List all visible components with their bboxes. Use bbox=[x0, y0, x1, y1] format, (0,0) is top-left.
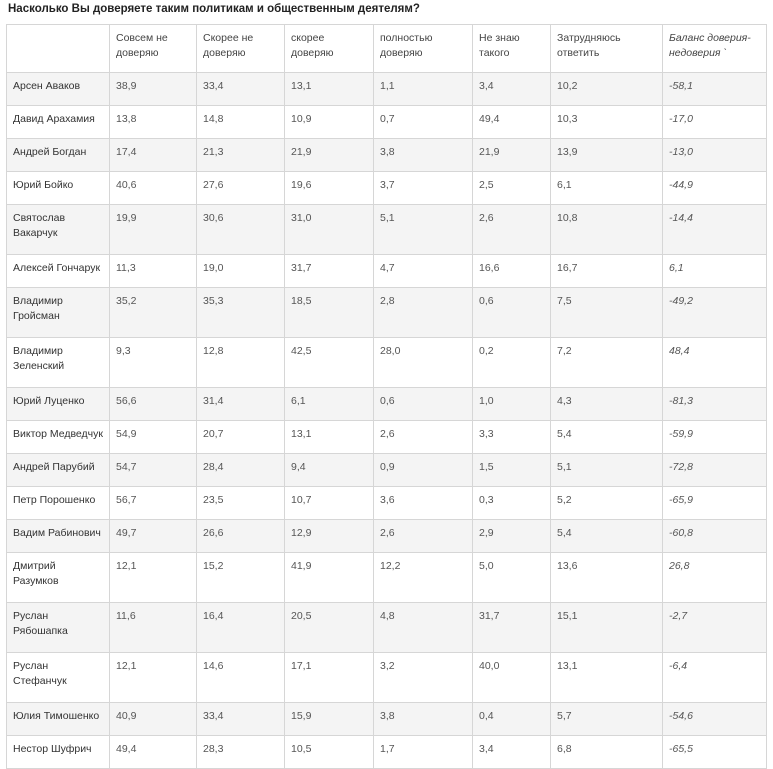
column-header-dont-know: Не знаю такого bbox=[473, 25, 551, 73]
cell-rather-distrust: 30,6 bbox=[197, 205, 285, 255]
cell-rather-distrust: 14,6 bbox=[197, 653, 285, 703]
cell-hard-to-say: 6,8 bbox=[551, 736, 663, 769]
cell-no-trust-at-all: 54,7 bbox=[110, 454, 197, 487]
cell-trust-balance: 48,4 bbox=[663, 338, 767, 388]
table-row bbox=[7, 487, 767, 520]
cell-rather-distrust: 33,4 bbox=[197, 703, 285, 736]
cell-no-trust-at-all: 40,9 bbox=[110, 703, 197, 736]
politician-name: Святослав Вакарчук bbox=[7, 205, 110, 255]
cell-hard-to-say: 10,8 bbox=[551, 205, 663, 255]
cell-trust-balance: 6,1 bbox=[663, 255, 767, 288]
politician-name: Руслан Рябошапка bbox=[7, 603, 110, 653]
table-row bbox=[7, 653, 767, 703]
table-row bbox=[7, 454, 767, 487]
politician-name: Дмитрий Разумков bbox=[7, 553, 110, 603]
cell-hard-to-say: 10,2 bbox=[551, 73, 663, 106]
cell-no-trust-at-all: 35,2 bbox=[110, 288, 197, 338]
politician-name: Вадим Рабинович bbox=[7, 520, 110, 553]
column-header-rather-distrust: Скорее не доверяю bbox=[197, 25, 285, 73]
cell-dont-know: 1,5 bbox=[473, 454, 551, 487]
cell-no-trust-at-all: 38,9 bbox=[110, 73, 197, 106]
table-row bbox=[7, 703, 767, 736]
column-header-trust-balance: Баланс доверия-недоверия ` bbox=[663, 25, 767, 73]
politician-name: Нестор Шуфрич bbox=[7, 736, 110, 769]
cell-rather-distrust: 33,4 bbox=[197, 73, 285, 106]
cell-rather-distrust: 27,6 bbox=[197, 172, 285, 205]
cell-dont-know: 3,4 bbox=[473, 73, 551, 106]
cell-dont-know: 3,4 bbox=[473, 736, 551, 769]
page-title: Насколько Вы доверяете таким политикам и общественным деятелям? bbox=[8, 3, 420, 15]
cell-rather-trust: 10,7 bbox=[285, 487, 374, 520]
table-row bbox=[7, 106, 767, 139]
cell-fully-trust: 0,7 bbox=[374, 106, 473, 139]
cell-rather-trust: 42,5 bbox=[285, 338, 374, 388]
cell-rather-trust: 41,9 bbox=[285, 553, 374, 603]
politician-name: Руслан Стефанчук bbox=[7, 653, 110, 703]
cell-trust-balance: -6,4 bbox=[663, 653, 767, 703]
table-row bbox=[7, 421, 767, 454]
trust-poll-table bbox=[6, 24, 767, 769]
cell-no-trust-at-all: 56,7 bbox=[110, 487, 197, 520]
cell-no-trust-at-all: 49,7 bbox=[110, 520, 197, 553]
cell-no-trust-at-all: 49,4 bbox=[110, 736, 197, 769]
politician-name: Алексей Гончарук bbox=[7, 255, 110, 288]
politician-name: Андрей Богдан bbox=[7, 139, 110, 172]
cell-dont-know: 40,0 bbox=[473, 653, 551, 703]
cell-fully-trust: 2,8 bbox=[374, 288, 473, 338]
column-header-fully-trust: полностью доверяю bbox=[374, 25, 473, 73]
table-row bbox=[7, 520, 767, 553]
table-row bbox=[7, 255, 767, 288]
cell-rather-trust: 31,7 bbox=[285, 255, 374, 288]
cell-rather-trust: 18,5 bbox=[285, 288, 374, 338]
cell-fully-trust: 1,7 bbox=[374, 736, 473, 769]
cell-trust-balance: -14,4 bbox=[663, 205, 767, 255]
cell-hard-to-say: 13,9 bbox=[551, 139, 663, 172]
cell-dont-know: 16,6 bbox=[473, 255, 551, 288]
cell-dont-know: 21,9 bbox=[473, 139, 551, 172]
cell-no-trust-at-all: 54,9 bbox=[110, 421, 197, 454]
politician-name: Андрей Парубий bbox=[7, 454, 110, 487]
cell-rather-trust: 12,9 bbox=[285, 520, 374, 553]
cell-fully-trust: 1,1 bbox=[374, 73, 473, 106]
cell-hard-to-say: 5,2 bbox=[551, 487, 663, 520]
cell-rather-trust: 13,1 bbox=[285, 73, 374, 106]
cell-hard-to-say: 10,3 bbox=[551, 106, 663, 139]
cell-trust-balance: -2,7 bbox=[663, 603, 767, 653]
cell-rather-trust: 9,4 bbox=[285, 454, 374, 487]
cell-fully-trust: 0,9 bbox=[374, 454, 473, 487]
cell-hard-to-say: 15,1 bbox=[551, 603, 663, 653]
table-row bbox=[7, 205, 767, 255]
cell-rather-trust: 10,9 bbox=[285, 106, 374, 139]
cell-hard-to-say: 16,7 bbox=[551, 255, 663, 288]
cell-trust-balance: -44,9 bbox=[663, 172, 767, 205]
cell-rather-trust: 15,9 bbox=[285, 703, 374, 736]
cell-hard-to-say: 7,5 bbox=[551, 288, 663, 338]
cell-trust-balance: -60,8 bbox=[663, 520, 767, 553]
column-header-no-trust-at-all: Совсем не доверяю bbox=[110, 25, 197, 73]
cell-no-trust-at-all: 56,6 bbox=[110, 388, 197, 421]
column-header-rather-trust: скорее доверяю bbox=[285, 25, 374, 73]
politician-name: Владимир Зеленский bbox=[7, 338, 110, 388]
cell-trust-balance: -65,9 bbox=[663, 487, 767, 520]
politician-name: Юрий Луценко bbox=[7, 388, 110, 421]
cell-dont-know: 5,0 bbox=[473, 553, 551, 603]
cell-rather-distrust: 31,4 bbox=[197, 388, 285, 421]
cell-hard-to-say: 13,6 bbox=[551, 553, 663, 603]
cell-rather-distrust: 20,7 bbox=[197, 421, 285, 454]
column-header-name bbox=[7, 25, 110, 73]
cell-rather-trust: 6,1 bbox=[285, 388, 374, 421]
cell-dont-know: 1,0 bbox=[473, 388, 551, 421]
cell-trust-balance: -13,0 bbox=[663, 139, 767, 172]
cell-dont-know: 0,6 bbox=[473, 288, 551, 338]
table-row bbox=[7, 603, 767, 653]
table-header-row bbox=[7, 25, 767, 73]
cell-dont-know: 3,3 bbox=[473, 421, 551, 454]
politician-name: Петр Порошенко bbox=[7, 487, 110, 520]
table-row bbox=[7, 338, 767, 388]
politician-name: Давид Арахамия bbox=[7, 106, 110, 139]
politician-name: Юрий Бойко bbox=[7, 172, 110, 205]
politician-name: Юлия Тимошенко bbox=[7, 703, 110, 736]
table-row bbox=[7, 73, 767, 106]
politician-name: Виктор Медведчук bbox=[7, 421, 110, 454]
cell-fully-trust: 4,8 bbox=[374, 603, 473, 653]
cell-dont-know: 0,2 bbox=[473, 338, 551, 388]
cell-rather-trust: 17,1 bbox=[285, 653, 374, 703]
cell-dont-know: 2,9 bbox=[473, 520, 551, 553]
cell-rather-distrust: 21,3 bbox=[197, 139, 285, 172]
cell-rather-distrust: 28,3 bbox=[197, 736, 285, 769]
table-row bbox=[7, 736, 767, 769]
politician-name: Владимир Гройсман bbox=[7, 288, 110, 338]
cell-rather-trust: 19,6 bbox=[285, 172, 374, 205]
cell-no-trust-at-all: 9,3 bbox=[110, 338, 197, 388]
cell-hard-to-say: 5,4 bbox=[551, 421, 663, 454]
cell-fully-trust: 4,7 bbox=[374, 255, 473, 288]
cell-rather-trust: 13,1 bbox=[285, 421, 374, 454]
cell-rather-distrust: 26,6 bbox=[197, 520, 285, 553]
table-row bbox=[7, 139, 767, 172]
table-body bbox=[7, 73, 767, 769]
table-row bbox=[7, 388, 767, 421]
cell-dont-know: 31,7 bbox=[473, 603, 551, 653]
cell-rather-trust: 31,0 bbox=[285, 205, 374, 255]
cell-trust-balance: -49,2 bbox=[663, 288, 767, 338]
cell-no-trust-at-all: 11,3 bbox=[110, 255, 197, 288]
cell-fully-trust: 5,1 bbox=[374, 205, 473, 255]
cell-dont-know: 0,4 bbox=[473, 703, 551, 736]
cell-fully-trust: 3,7 bbox=[374, 172, 473, 205]
cell-dont-know: 2,5 bbox=[473, 172, 551, 205]
cell-hard-to-say: 7,2 bbox=[551, 338, 663, 388]
cell-trust-balance: -58,1 bbox=[663, 73, 767, 106]
cell-no-trust-at-all: 11,6 bbox=[110, 603, 197, 653]
cell-rather-distrust: 16,4 bbox=[197, 603, 285, 653]
cell-hard-to-say: 5,1 bbox=[551, 454, 663, 487]
cell-trust-balance: -59,9 bbox=[663, 421, 767, 454]
cell-fully-trust: 3,6 bbox=[374, 487, 473, 520]
cell-fully-trust: 2,6 bbox=[374, 520, 473, 553]
cell-rather-distrust: 19,0 bbox=[197, 255, 285, 288]
cell-no-trust-at-all: 40,6 bbox=[110, 172, 197, 205]
cell-no-trust-at-all: 12,1 bbox=[110, 553, 197, 603]
cell-fully-trust: 12,2 bbox=[374, 553, 473, 603]
cell-no-trust-at-all: 13,8 bbox=[110, 106, 197, 139]
cell-fully-trust: 2,6 bbox=[374, 421, 473, 454]
cell-no-trust-at-all: 19,9 bbox=[110, 205, 197, 255]
table-row bbox=[7, 172, 767, 205]
cell-dont-know: 0,3 bbox=[473, 487, 551, 520]
cell-fully-trust: 28,0 bbox=[374, 338, 473, 388]
cell-rather-distrust: 14,8 bbox=[197, 106, 285, 139]
table-row bbox=[7, 553, 767, 603]
cell-trust-balance: -54,6 bbox=[663, 703, 767, 736]
cell-trust-balance: -17,0 bbox=[663, 106, 767, 139]
cell-hard-to-say: 6,1 bbox=[551, 172, 663, 205]
cell-trust-balance: 26,8 bbox=[663, 553, 767, 603]
cell-hard-to-say: 5,4 bbox=[551, 520, 663, 553]
cell-no-trust-at-all: 12,1 bbox=[110, 653, 197, 703]
cell-dont-know: 49,4 bbox=[473, 106, 551, 139]
cell-hard-to-say: 4,3 bbox=[551, 388, 663, 421]
cell-hard-to-say: 13,1 bbox=[551, 653, 663, 703]
cell-trust-balance: -81,3 bbox=[663, 388, 767, 421]
cell-dont-know: 2,6 bbox=[473, 205, 551, 255]
cell-fully-trust: 3,8 bbox=[374, 703, 473, 736]
cell-hard-to-say: 5,7 bbox=[551, 703, 663, 736]
politician-name: Арсен Аваков bbox=[7, 73, 110, 106]
cell-no-trust-at-all: 17,4 bbox=[110, 139, 197, 172]
cell-fully-trust: 0,6 bbox=[374, 388, 473, 421]
cell-rather-trust: 21,9 bbox=[285, 139, 374, 172]
cell-trust-balance: -72,8 bbox=[663, 454, 767, 487]
cell-rather-trust: 10,5 bbox=[285, 736, 374, 769]
cell-rather-distrust: 35,3 bbox=[197, 288, 285, 338]
cell-rather-trust: 20,5 bbox=[285, 603, 374, 653]
cell-rather-distrust: 28,4 bbox=[197, 454, 285, 487]
cell-fully-trust: 3,2 bbox=[374, 653, 473, 703]
column-header-hard-to-say: Затрудняюсь ответить bbox=[551, 25, 663, 73]
cell-trust-balance: -65,5 bbox=[663, 736, 767, 769]
cell-fully-trust: 3,8 bbox=[374, 139, 473, 172]
table-row bbox=[7, 288, 767, 338]
cell-rather-distrust: 23,5 bbox=[197, 487, 285, 520]
cell-rather-distrust: 15,2 bbox=[197, 553, 285, 603]
cell-rather-distrust: 12,8 bbox=[197, 338, 285, 388]
